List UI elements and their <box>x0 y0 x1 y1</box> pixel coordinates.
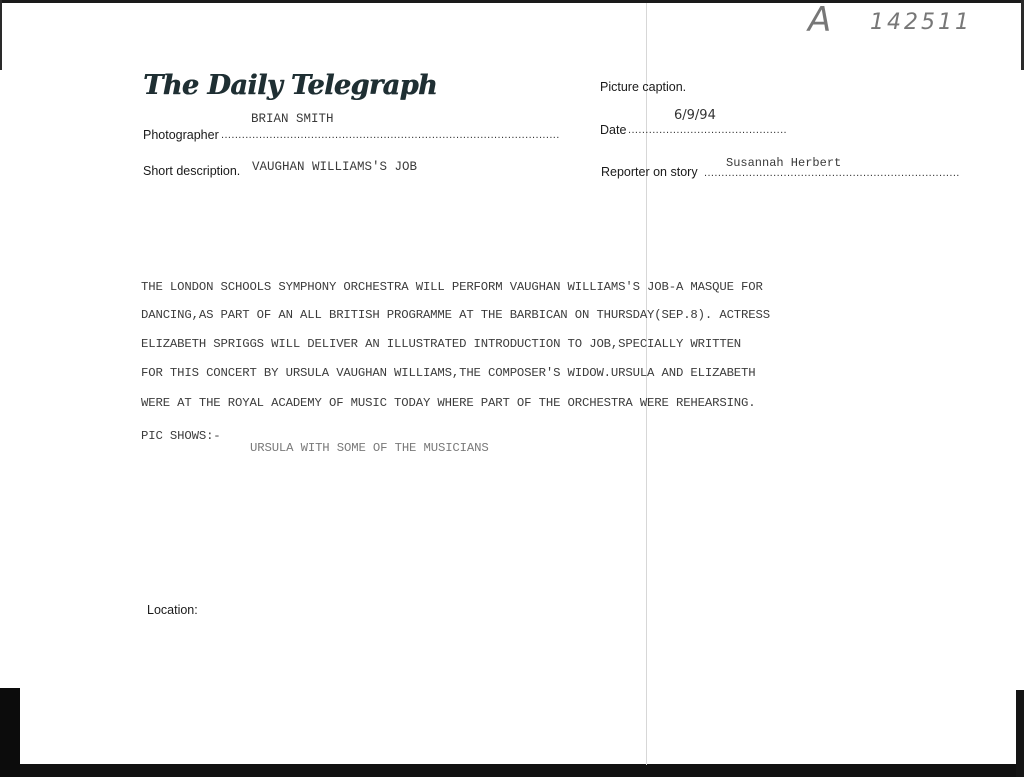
date-label: Date <box>600 123 627 137</box>
reporter-value: Susannah Herbert <box>726 156 842 170</box>
body-line: DANCING,AS PART OF AN ALL BRITISH PROGRAMME AT THE BARBICAN ON THURSDAY(SEP.8). ACTRESS <box>141 308 770 322</box>
date-dotted-line: .............................................. <box>628 124 787 136</box>
reporter-label: Reporter on story <box>601 165 698 179</box>
photographer-value: BRIAN SMITH <box>251 112 334 126</box>
corner-mark: A <box>808 0 832 40</box>
body-line: ELIZABETH SPRIGGS WILL DELIVER AN ILLUSTRATED INTRODUCTION TO JOB,SPECIALLY WRITTEN <box>141 337 742 351</box>
location-label: Location: <box>147 603 198 617</box>
body-line: FOR THIS CONCERT BY URSULA VAUGHAN WILLIAMS,THE COMPOSER'S WIDOW.URSULA AND ELIZABETH <box>141 366 756 380</box>
date-value: 6/9/94 <box>674 108 716 123</box>
reporter-dotted-line: .......................................................................... <box>704 167 960 179</box>
scan-edge-top <box>0 0 1024 3</box>
picture-caption-label: Picture caption. <box>600 80 687 94</box>
photographer-label: Photographer <box>143 128 219 142</box>
scan-edge-bottom-right <box>1016 690 1024 777</box>
paper-fold-line <box>646 3 647 765</box>
short-description-value: VAUGHAN WILLIAMS'S JOB <box>252 160 418 174</box>
body-line: THE LONDON SCHOOLS SYMPHONY ORCHESTRA WILL PERFORM VAUGHAN WILLIAMS'S JOB-A MASQUE FOR <box>141 280 763 294</box>
short-description-label: Short description. <box>143 164 241 178</box>
scan-edge-bottom-left <box>0 688 20 777</box>
photographer-dotted-line: .................................................................................................. <box>221 129 560 141</box>
body-line: WERE AT THE ROYAL ACADEMY OF MUSIC TODAY WHERE PART OF THE ORCHESTRA WERE REHEARSING. <box>141 396 756 410</box>
pic-shows-value: URSULA WITH SOME OF THE MUSICIANS <box>250 441 489 455</box>
corner-number: 142511 <box>870 10 972 35</box>
scan-edge-left <box>0 0 2 70</box>
pic-shows-label: PIC SHOWS:- <box>141 429 221 443</box>
scan-edge-bottom <box>0 764 1024 777</box>
masthead-logo: The Daily Telegraph <box>143 70 438 101</box>
